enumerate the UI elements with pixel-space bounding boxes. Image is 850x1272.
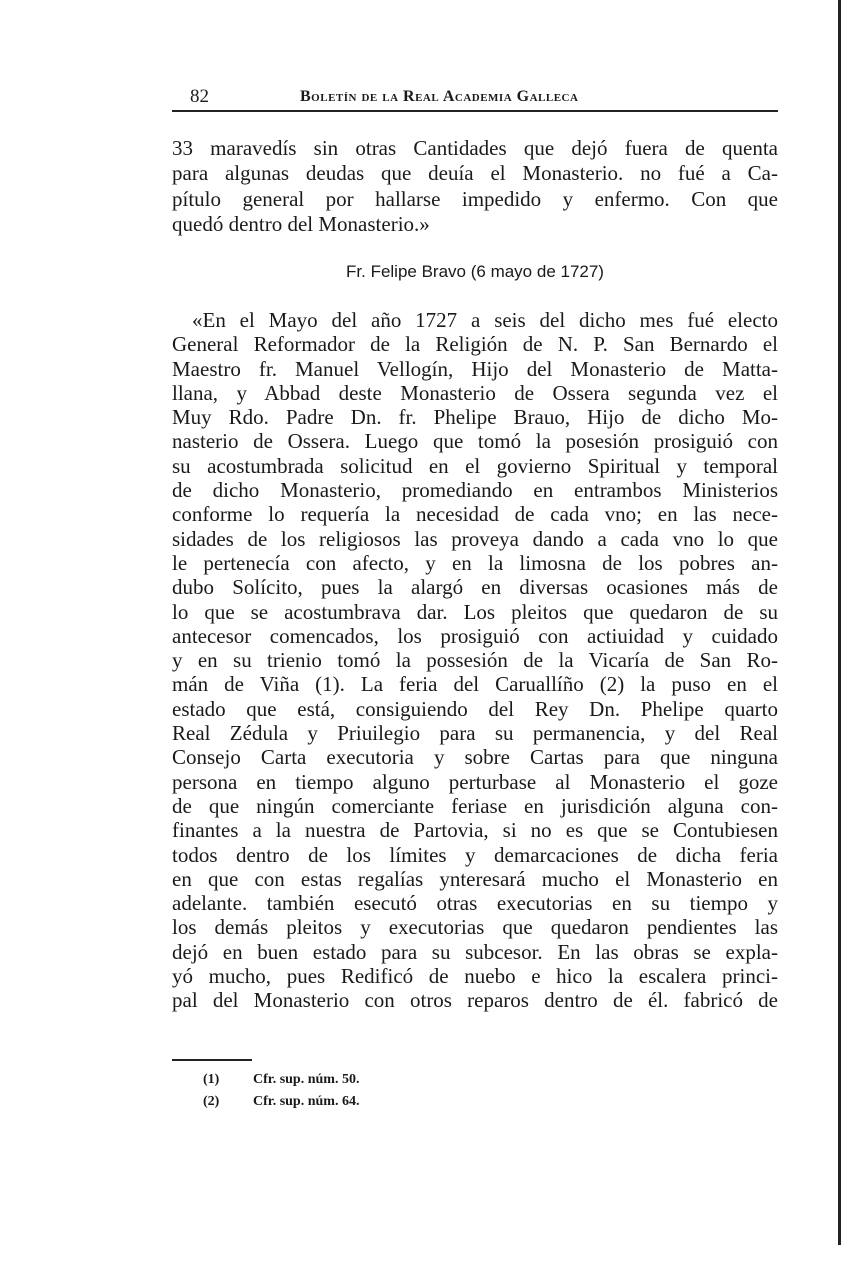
running-header [172,84,778,110]
paragraph-2 [172,308,778,1013]
footnote-marker: (1) [203,1072,220,1087]
text-line: dubo Solícito, pues la alargó en diversas ocasiones más de [172,575,778,600]
text-line: persona en tiempo alguno perturbase al Monasterio el goze [172,769,778,794]
text-line: estado que está, consiguiendo del Rey Dn. Phelipe quarto [172,696,778,721]
text-line: 33 maravedís sin otras Cantidades que dejó fuera de quenta [172,136,778,160]
text-line: Muy Rdo. Padre Dn. fr. Phelipe Brauo, Hijo de dicho Mo- [172,405,778,430]
text-line: para algunas deudas que deuía el Monasterio. no fué a Ca- [172,161,778,186]
text-line: llana, y Abbad deste Monasterio de Ossera segunda vez el [172,380,778,405]
text-line: de dicho Monasterio, promediando en entrambos Ministerios [172,478,778,503]
paragraph-1 [172,136,778,237]
text-line: Maestro fr. Manuel Vellogín, Hijo del Monasterio de Matta- [172,356,778,381]
text-line: le pertenecía con afecto, y en la limosna de los pobres an- [172,550,778,575]
scan-edge-shadow [838,0,841,1245]
text-line: su acostumbrada solicitud en el govierno Spiritual y temporal [172,453,778,478]
text-line: los demás pleitos y executorias que quedaron pendientes las [172,915,778,940]
header-rule [172,110,778,112]
text-line: en que con estas regalías ynteresará mucho el Monasterio en [172,866,778,891]
footnote-marker: (2) [203,1094,220,1109]
text-line: dejó en buen estado para su subcesor. En las obras se expla- [172,939,778,964]
footnote-rule [172,1059,252,1061]
footnote-1 [203,1072,359,1088]
footnote-text: Cfr. sup. núm. 64. [253,1094,360,1109]
text-line: antecesor comencados, los prosiguió con actiuidad y cuidado [172,623,778,648]
text-line: sidades de los religiosos las proveya dando a cada vno lo que [172,526,778,551]
text-line: mán de Viña (1). La feria del Caruallíño (2) la puso en el [172,672,778,697]
text-line: General Reformador de la Religión de N. P. San Bernardo el [172,332,778,357]
text-line: Consejo Carta executoria y sobre Cartas para que ninguna [172,745,778,770]
text-line: y en su trienio tomó la possesión de la Vicaría de San Ro- [172,648,778,673]
text-line: de que ningún comerciante feriase en jurisdición alguna con- [172,793,778,818]
page-number: 82 [190,86,209,107]
text-line: todos dentro de los límites y demarcaciones de dicha feria [172,842,778,867]
text-line: adelante. también esecutó otras executorias en su tiempo y [172,891,778,916]
text-line: conforme lo requería la necesidad de cada vno; en las nece- [172,502,778,527]
footnote-text: Cfr. sup. núm. 50. [253,1072,360,1087]
text-line: pítulo general por hallarse impedido y enfermo. Con que [172,186,778,211]
running-title: Boletín de la Real Academia Galleca [300,88,579,105]
text-line: lo que se acostumbrava dar. Los pleitos que quedaron de su [172,599,778,624]
text-line: quedó dentro del Monasterio.» [172,211,430,236]
footnote-2 [203,1094,359,1110]
text-line: finantes a la nuestra de Partovia, si no es que se Contubiesen [172,818,778,843]
text-line: pal del Monasterio con otros reparos dentro de él. fabricó de [172,988,778,1013]
text-line: nasterio de Ossera. Luego que tomó la posesión prosiguió con [172,429,778,454]
text-line: «En el Mayo del año 1727 a seis del dicho mes fué electo [192,308,778,332]
text-line: Real Zédula y Priuilegio para su permanencia, y del Real [172,721,778,746]
text-line: yó mucho, pues Redificó de nuebo e hico la escalera princi- [172,964,778,989]
section-heading: Fr. Felipe Bravo (6 mayo de 1727) [346,262,604,281]
